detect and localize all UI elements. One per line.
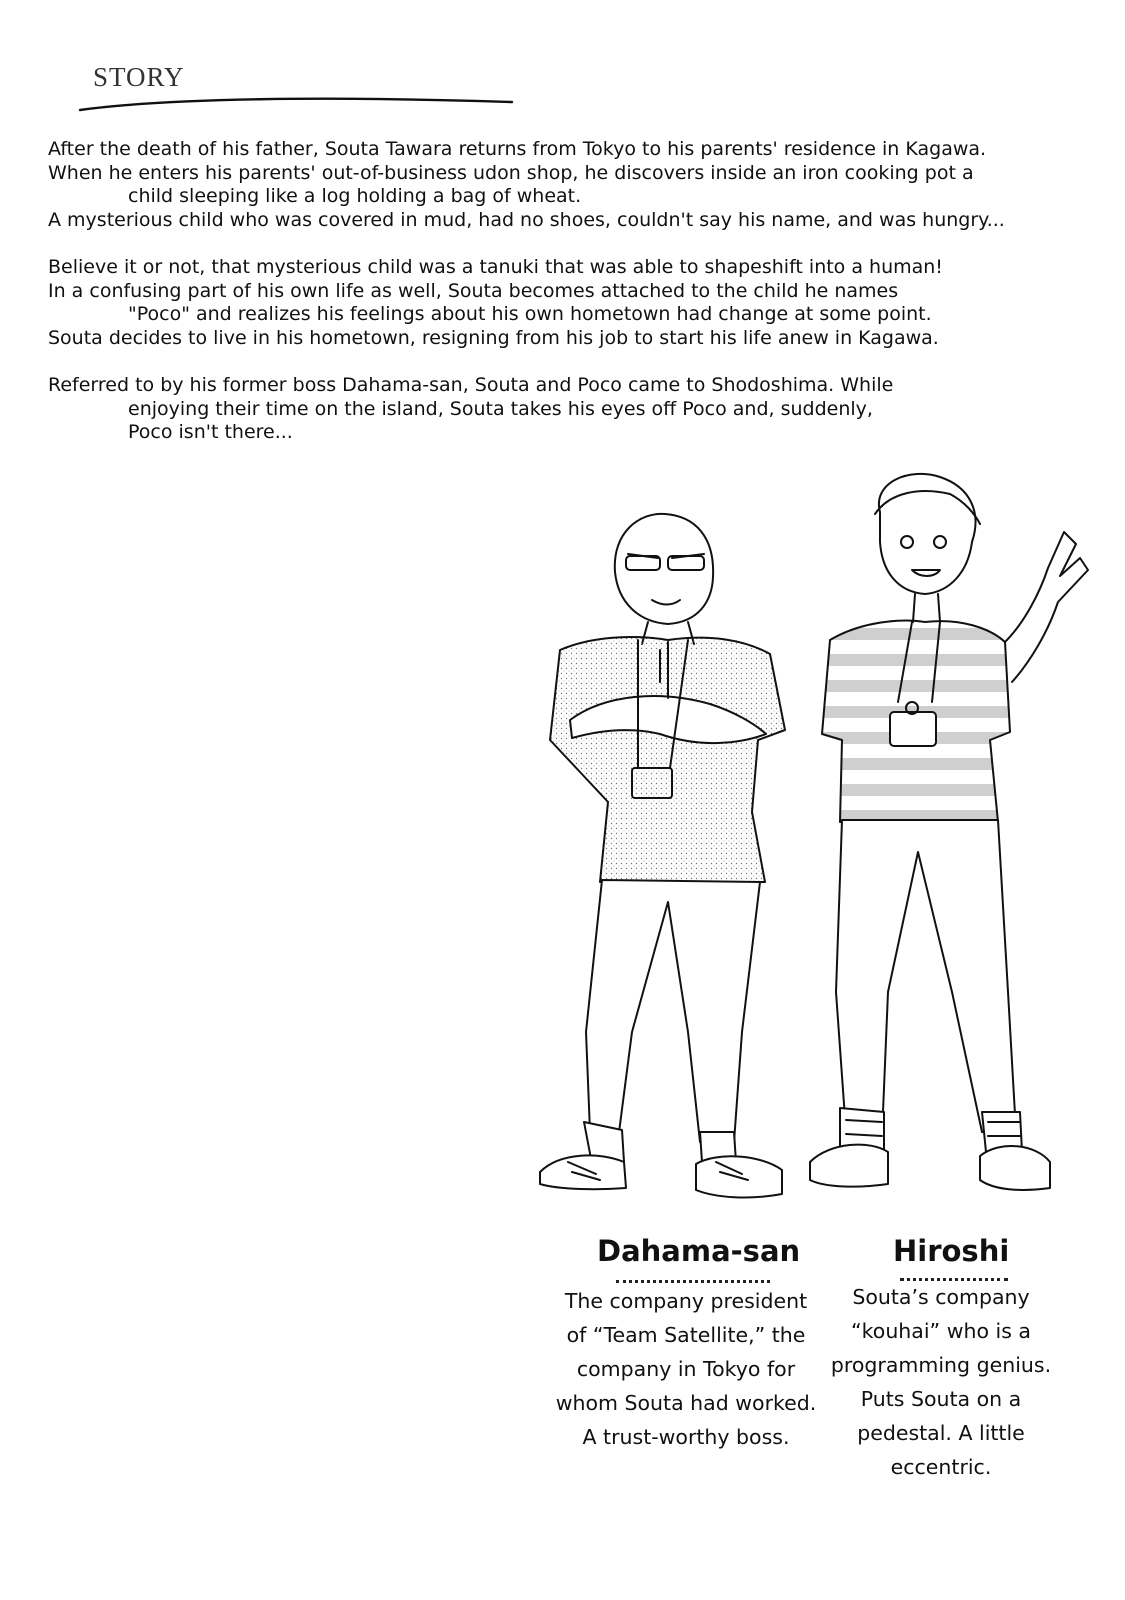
story-line: Believe it or not, that mysterious child was a tanuki that was able to shapeshift into a human! [48,256,943,278]
description-line: company in Tokyo for [576,1357,796,1381]
character-name-hiroshi: Hiroshi [893,1234,1010,1268]
description-line: “kouhai” who is a [851,1319,1031,1343]
story-paragraph [48,374,1108,445]
character-name-dahama: Dahama-san [597,1234,801,1268]
character-description-hiroshi [826,1280,1056,1484]
character-description-dahama [536,1284,836,1454]
dahama-san-figure [540,514,785,1198]
story-text [48,138,1108,469]
heading-underline [78,88,518,114]
story-paragraph [48,138,1108,232]
description-line: programming genius. [830,1353,1052,1377]
story-line: child sleeping like a log holding a bag of wheat. [128,185,582,207]
description-line: Souta’s company [852,1285,1030,1309]
description-line: The company president [564,1289,808,1313]
hiroshi-figure [810,474,1088,1190]
story-paragraph [48,256,1108,350]
name-divider-dots [616,1276,770,1283]
story-line: "Poco" and realizes his feelings about his own hometown had change at some point. [128,303,932,325]
story-line: Poco isn't there... [128,421,293,443]
story-line: Souta decides to live in his hometown, resigning from his job to start his life anew in Kagawa. [48,326,939,349]
description-line: Puts Souta on a [860,1387,1022,1411]
character-illustration [520,472,1120,1232]
description-line: A trust-worthy boss. [582,1425,790,1449]
description-line: pedestal. A little [857,1421,1025,1445]
story-line: After the death of his father, Souta Tawara returns from Tokyo to his parents' residence in Kagawa. [48,138,987,160]
story-line: Referred to by his former boss Dahama-san, Souta and Poco came to Shodoshima. While [48,374,894,396]
description-line: of “Team Satellite,” the [566,1323,806,1347]
story-heading: STORY [93,62,185,92]
description-line: whom Souta had worked. [555,1391,817,1415]
description-line: eccentric. [890,1455,992,1479]
story-line: In a confusing part of his own life as well, Souta becomes attached to the child he names [48,279,899,302]
story-line: A mysterious child who was covered in mud, had no shoes, couldn't say his name, and was hungry... [48,208,1005,231]
story-line: When he enters his parents' out-of-business udon shop, he discovers inside an iron cooking pot a [48,161,974,184]
story-line: enjoying their time on the island, Souta takes his eyes off Poco and, suddenly, [128,397,873,420]
